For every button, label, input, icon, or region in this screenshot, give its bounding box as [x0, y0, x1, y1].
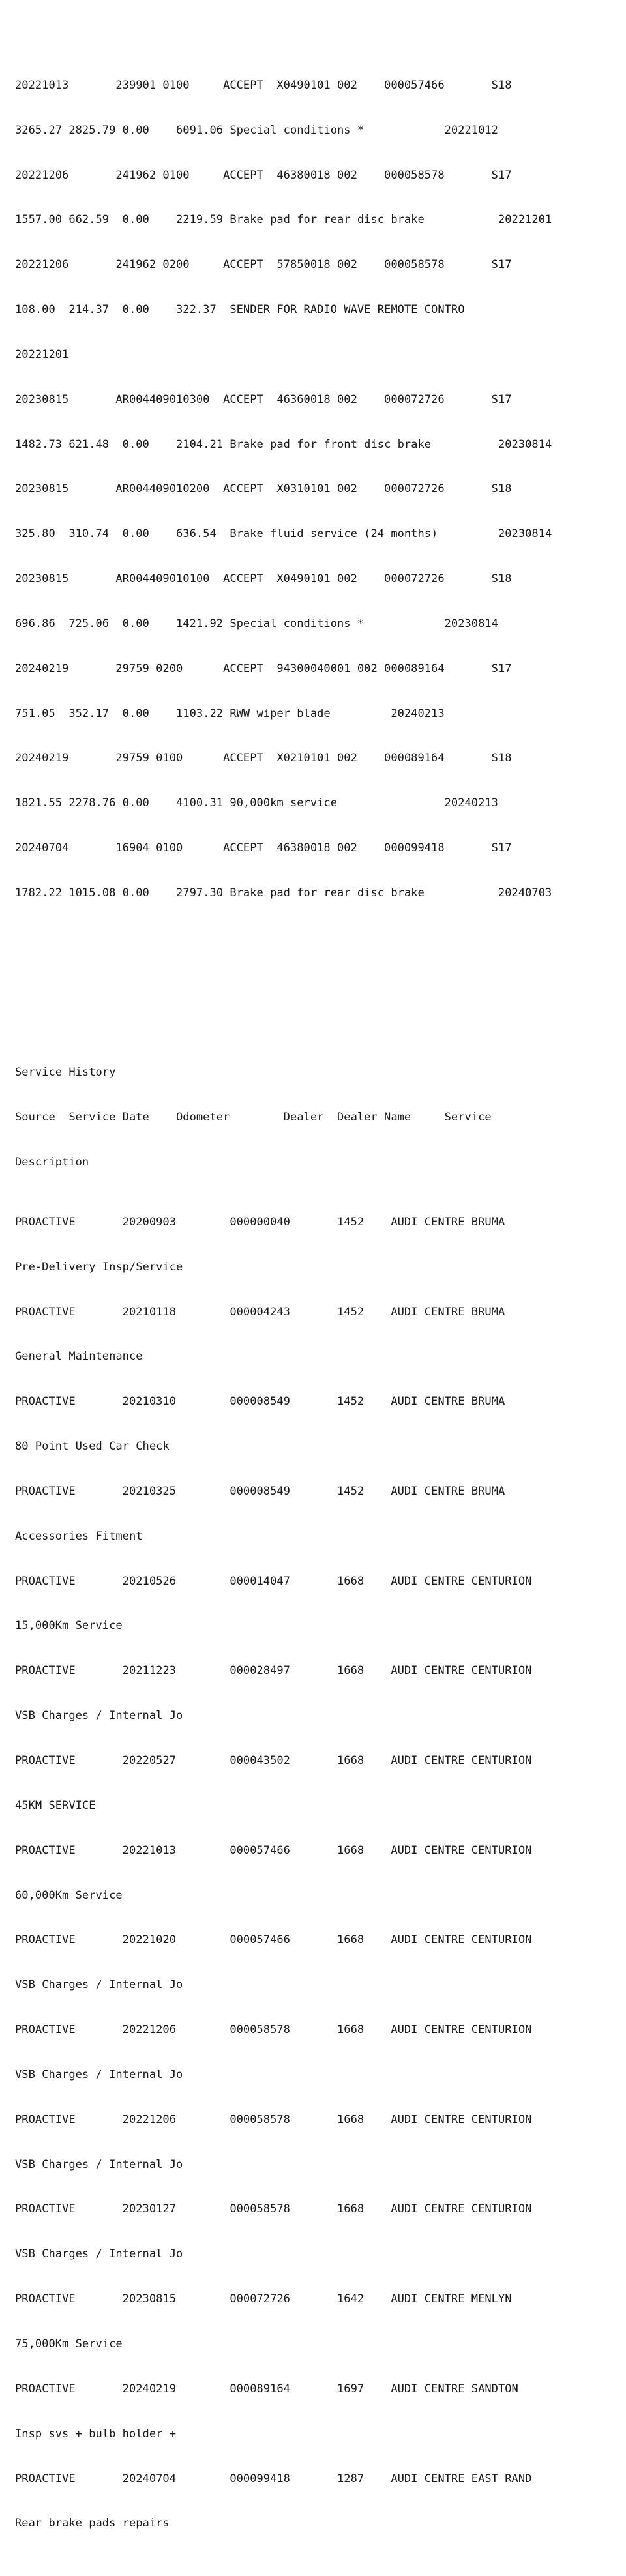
service-history [15, 1036, 615, 2562]
parts-line: 1482.73 621.48 0.00 2104.21 Brake pad for front disc brake 20230814 [15, 437, 552, 451]
parts-line: 20221013 239901 0100 ACCEPT X0490101 002 000057466 S18 [15, 78, 512, 92]
service-description: VSB Charges / Internal Jo [15, 1709, 183, 1723]
spacer [15, 976, 615, 991]
service-row: PROACTIVE 20221020 000057466 1668 AUDI CENTRE CENTURION [15, 1933, 532, 1947]
service-description: VSB Charges / Internal Jo [15, 2068, 183, 2081]
service-row: PROACTIVE 20240219 000089164 1697 AUDI CENTRE SANDTON [15, 2382, 518, 2395]
service-description: 15,000Km Service [15, 1619, 123, 1633]
parts-line: 20221206 241962 0200 ACCEPT 57850018 002 000058578 S17 [15, 258, 512, 272]
service-row: PROACTIVE 20210310 000008549 1452 AUDI CENTRE BRUMA [15, 1395, 505, 1409]
parts-list [15, 48, 615, 931]
parts-line: 20240704 16904 0100 ACCEPT 46380018 002 000099418 S17 [15, 842, 512, 855]
service-row: PROACTIVE 20230815 000072726 1642 AUDI CENTRE MENLYN [15, 2292, 512, 2306]
parts-line: 20230815 AR004409010300 ACCEPT 46360018 002 000072726 S17 [15, 392, 512, 406]
parts-line: 325.80 310.74 0.00 636.54 Brake fluid service (24 months) 20230814 [15, 527, 552, 541]
parts-line: 20230815 AR004409010200 ACCEPT X0310101 002 000072726 S18 [15, 482, 512, 496]
service-row: PROACTIVE 20221206 000058578 1668 AUDI CENTRE CENTURION [15, 2023, 532, 2037]
document-body [15, 18, 615, 2576]
service-description: VSB Charges / Internal Jo [15, 2247, 183, 2261]
parts-line: 20221201 [15, 347, 69, 361]
service-description: 75,000Km Service [15, 2337, 123, 2350]
service-description: Accessories Fitment [15, 1529, 143, 1543]
service-row: PROACTIVE 20240704 000099418 1287 AUDI CENTRE EAST RAND [15, 2472, 532, 2485]
service-description: VSB Charges / Internal Jo [15, 1978, 183, 1992]
service-description: 80 Point Used Car Check [15, 1440, 170, 1454]
parts-line: 20221206 241962 0100 ACCEPT 46380018 002 000058578 S17 [15, 168, 512, 182]
service-row: PROACTIVE 20210325 000008549 1452 AUDI CENTRE BRUMA [15, 1484, 505, 1498]
service-description: VSB Charges / Internal Jo [15, 2158, 183, 2171]
table-header-continuation: Description [15, 1156, 89, 1169]
section-title: Service History [15, 1066, 116, 1079]
parts-line: 1557.00 662.59 0.00 2219.59 Brake pad for rear disc brake 20221201 [15, 213, 552, 227]
table-header: Source Service Date Odometer Dealer Dealer Name Service [15, 1111, 492, 1124]
service-row: PROACTIVE 20220527 000043502 1668 AUDI CENTRE CENTURION [15, 1754, 532, 1768]
parts-line: 751.05 352.17 0.00 1103.22 RWW wiper blade 20240213 [15, 707, 445, 720]
service-description: Rear brake pads repairs [15, 2517, 170, 2530]
service-row: PROACTIVE 20221206 000058578 1668 AUDI CENTRE CENTURION [15, 2113, 532, 2126]
service-description: 60,000Km Service [15, 1888, 123, 1902]
service-row: PROACTIVE 20230127 000058578 1668 AUDI CENTRE CENTURION [15, 2203, 532, 2216]
parts-line: 696.86 725.06 0.00 1421.92 Special conditions * 20230814 [15, 617, 498, 630]
service-description: General Maintenance [15, 1350, 143, 1364]
parts-line: 20230815 AR004409010100 ACCEPT X0490101 002 000072726 S18 [15, 572, 512, 586]
service-row: PROACTIVE 20221013 000057466 1668 AUDI CENTRE CENTURION [15, 1843, 532, 1857]
service-row: PROACTIVE 20211223 000028497 1668 AUDI CENTRE CENTURION [15, 1664, 532, 1678]
service-description: 45KM SERVICE [15, 1798, 96, 1812]
parts-line: 1782.22 1015.08 0.00 2797.30 Brake pad for rear disc brake 20240703 [15, 886, 552, 900]
service-row: PROACTIVE 20210526 000014047 1668 AUDI CENTRE CENTURION [15, 1574, 532, 1588]
service-row: PROACTIVE 20210118 000004243 1452 AUDI CENTRE BRUMA [15, 1305, 505, 1319]
parts-line: 3265.27 2825.79 0.00 6091.06 Special conditions * 20221012 [15, 123, 498, 137]
service-description: Pre-Delivery Insp/Service [15, 1260, 183, 1274]
parts-line: 108.00 214.37 0.00 322.37 SENDER FOR RADIO WAVE REMOTE CONTRO [15, 303, 465, 317]
parts-line: 20240219 29759 0100 ACCEPT X0210101 002 000089164 S18 [15, 752, 512, 765]
parts-line: 20240219 29759 0200 ACCEPT 94300040001 002 000089164 S17 [15, 662, 512, 675]
parts-line: 1821.55 2278.76 0.00 4100.31 90,000km service 20240213 [15, 797, 498, 810]
service-description: Insp svs + bulb holder + [15, 2427, 176, 2440]
service-row: PROACTIVE 20200903 000000040 1452 AUDI CENTRE BRUMA [15, 1215, 505, 1229]
